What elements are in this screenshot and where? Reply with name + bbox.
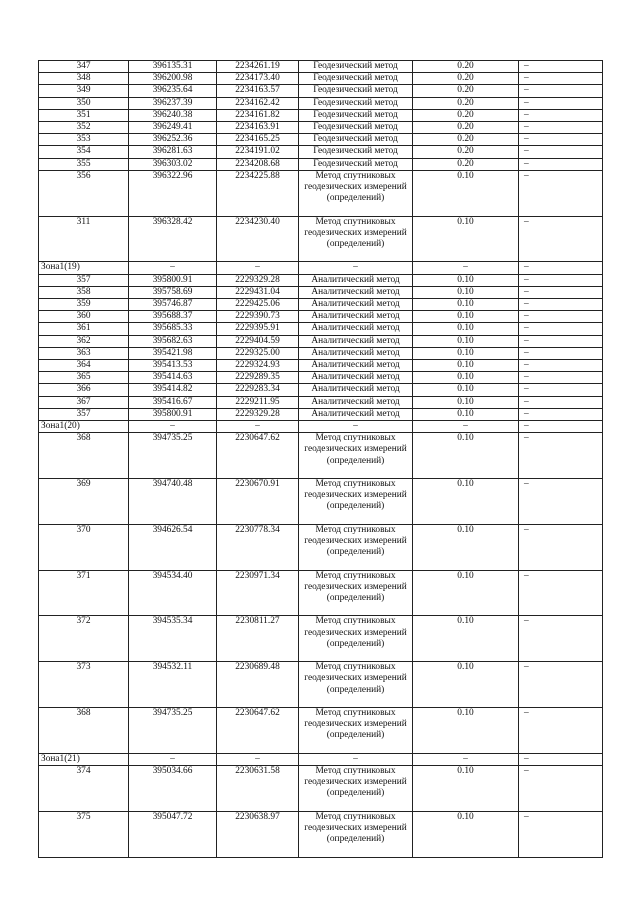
y-coordinate-cell: 2229431.04 <box>217 286 299 298</box>
y-coordinate-cell: 2234208.68 <box>217 158 299 170</box>
table-row <box>39 384 603 396</box>
description-cell: – <box>519 524 603 570</box>
point-number-cell: 367 <box>39 396 129 408</box>
table-row <box>39 311 603 323</box>
accuracy-cell: 0.10 <box>413 299 519 311</box>
description-cell: – <box>519 323 603 335</box>
accuracy-cell: 0.10 <box>413 570 519 616</box>
accuracy-cell: 0.10 <box>413 662 519 708</box>
zone-row <box>39 753 603 765</box>
y-coordinate-cell: 2234162.42 <box>217 97 299 109</box>
point-number-cell: 357 <box>39 274 129 286</box>
accuracy-cell: – <box>413 753 519 765</box>
x-coordinate-cell: 395800.91 <box>129 274 217 286</box>
description-cell: – <box>519 146 603 158</box>
method-cell: Метод спутниковых геодезических измерений (определений) <box>299 708 413 754</box>
point-number-cell: 349 <box>39 85 129 97</box>
x-coordinate-cell: 394735.25 <box>129 433 217 479</box>
accuracy-cell: 0.20 <box>413 97 519 109</box>
x-coordinate-cell: 396328.42 <box>129 216 217 262</box>
method-cell: Аналитический метод <box>299 384 413 396</box>
table-row <box>39 122 603 134</box>
accuracy-cell: 0.10 <box>413 384 519 396</box>
y-coordinate-cell: 2234225.88 <box>217 170 299 216</box>
method-cell: Геодезический метод <box>299 97 413 109</box>
zone-row <box>39 421 603 433</box>
accuracy-cell: 0.20 <box>413 122 519 134</box>
y-coordinate-cell: 2229329.28 <box>217 274 299 286</box>
x-coordinate-cell: 395414.82 <box>129 384 217 396</box>
accuracy-cell: 0.10 <box>413 433 519 479</box>
y-coordinate-cell: 2230670.91 <box>217 479 299 525</box>
description-cell: – <box>519 122 603 134</box>
accuracy-cell: 0.20 <box>413 134 519 146</box>
description-cell: – <box>519 170 603 216</box>
x-coordinate-cell: 395758.69 <box>129 286 217 298</box>
description-cell: – <box>519 662 603 708</box>
accuracy-cell: – <box>413 421 519 433</box>
x-coordinate-cell: 394534.40 <box>129 570 217 616</box>
y-coordinate-cell: 2229425.06 <box>217 299 299 311</box>
accuracy-cell: 0.10 <box>413 274 519 286</box>
y-coordinate-cell: 2234261.19 <box>217 61 299 73</box>
table-row <box>39 372 603 384</box>
description-cell: – <box>519 753 603 765</box>
table-row <box>39 360 603 372</box>
table-row <box>39 479 603 525</box>
description-cell: – <box>519 396 603 408</box>
method-cell: Метод спутниковых геодезических измерений (определений) <box>299 433 413 479</box>
table-row <box>39 616 603 662</box>
point-number-cell: 350 <box>39 97 129 109</box>
point-number-cell: 354 <box>39 146 129 158</box>
accuracy-cell: 0.10 <box>413 335 519 347</box>
x-coordinate-cell: 396281.63 <box>129 146 217 158</box>
accuracy-cell: 0.20 <box>413 73 519 85</box>
table-row <box>39 216 603 262</box>
x-coordinate-cell: 396235.64 <box>129 85 217 97</box>
x-coordinate-cell: 395800.91 <box>129 408 217 420</box>
y-coordinate-cell: 2229325.00 <box>217 347 299 359</box>
description-cell: – <box>519 274 603 286</box>
coordinates-table <box>38 60 603 858</box>
description-cell: – <box>519 570 603 616</box>
description-cell: – <box>519 262 603 274</box>
y-coordinate-cell: 2230631.58 <box>217 766 299 812</box>
x-coordinate-cell: – <box>129 753 217 765</box>
description-cell: – <box>519 73 603 85</box>
y-coordinate-cell: 2234191.02 <box>217 146 299 158</box>
x-coordinate-cell: 395034.66 <box>129 766 217 812</box>
method-cell: Аналитический метод <box>299 299 413 311</box>
accuracy-cell: 0.10 <box>413 216 519 262</box>
y-coordinate-cell: 2234161.82 <box>217 109 299 121</box>
method-cell: Аналитический метод <box>299 311 413 323</box>
method-cell: Метод спутниковых геодезических измерений (определений) <box>299 811 413 857</box>
accuracy-cell: 0.10 <box>413 479 519 525</box>
x-coordinate-cell: 395685.33 <box>129 323 217 335</box>
point-number-cell: 357 <box>39 408 129 420</box>
point-number-cell: 311 <box>39 216 129 262</box>
accuracy-cell: 0.10 <box>413 811 519 857</box>
point-number-cell: 358 <box>39 286 129 298</box>
table-row <box>39 85 603 97</box>
method-cell: Аналитический метод <box>299 396 413 408</box>
x-coordinate-cell: 396252.36 <box>129 134 217 146</box>
method-cell: Аналитический метод <box>299 323 413 335</box>
description-cell: – <box>519 811 603 857</box>
point-number-cell: 362 <box>39 335 129 347</box>
point-number-cell: Зона1(19) <box>39 262 129 274</box>
x-coordinate-cell: 396322.96 <box>129 170 217 216</box>
method-cell: Метод спутниковых геодезических измерений (определений) <box>299 216 413 262</box>
description-cell: – <box>519 479 603 525</box>
point-number-cell: Зона1(20) <box>39 421 129 433</box>
table-row <box>39 396 603 408</box>
y-coordinate-cell: 2229390.73 <box>217 311 299 323</box>
method-cell: Аналитический метод <box>299 408 413 420</box>
x-coordinate-cell: 396240.38 <box>129 109 217 121</box>
accuracy-cell: 0.10 <box>413 360 519 372</box>
accuracy-cell: 0.10 <box>413 372 519 384</box>
method-cell: Геодезический метод <box>299 134 413 146</box>
y-coordinate-cell: 2234163.57 <box>217 85 299 97</box>
point-number-cell: 364 <box>39 360 129 372</box>
table-row <box>39 347 603 359</box>
table-row <box>39 286 603 298</box>
method-cell: Геодезический метод <box>299 109 413 121</box>
table-row <box>39 662 603 708</box>
method-cell: Геодезический метод <box>299 61 413 73</box>
y-coordinate-cell: 2230811.27 <box>217 616 299 662</box>
description-cell: – <box>519 299 603 311</box>
x-coordinate-cell: 396249.41 <box>129 122 217 134</box>
description-cell: – <box>519 216 603 262</box>
description-cell: – <box>519 97 603 109</box>
method-cell: Метод спутниковых геодезических измерений (определений) <box>299 524 413 570</box>
method-cell: Аналитический метод <box>299 360 413 372</box>
method-cell: Аналитический метод <box>299 372 413 384</box>
point-number-cell: 373 <box>39 662 129 708</box>
description-cell: – <box>519 158 603 170</box>
x-coordinate-cell: 396237.39 <box>129 97 217 109</box>
method-cell: Геодезический метод <box>299 146 413 158</box>
y-coordinate-cell: 2230638.97 <box>217 811 299 857</box>
method-cell: Метод спутниковых геодезических измерений (определений) <box>299 662 413 708</box>
description-cell: – <box>519 433 603 479</box>
description-cell: – <box>519 408 603 420</box>
table-row <box>39 766 603 812</box>
point-number-cell: 368 <box>39 433 129 479</box>
point-number-cell: 372 <box>39 616 129 662</box>
table-row <box>39 158 603 170</box>
table-row <box>39 109 603 121</box>
x-coordinate-cell: 395414.63 <box>129 372 217 384</box>
accuracy-cell: 0.20 <box>413 85 519 97</box>
method-cell: Аналитический метод <box>299 274 413 286</box>
y-coordinate-cell: 2229324.93 <box>217 360 299 372</box>
y-coordinate-cell: 2230689.48 <box>217 662 299 708</box>
method-cell: Метод спутниковых геодезических измерений (определений) <box>299 616 413 662</box>
description-cell: – <box>519 347 603 359</box>
point-number-cell: 347 <box>39 61 129 73</box>
y-coordinate-cell: – <box>217 753 299 765</box>
table-row <box>39 134 603 146</box>
x-coordinate-cell: 394626.54 <box>129 524 217 570</box>
accuracy-cell: 0.10 <box>413 616 519 662</box>
x-coordinate-cell: 394535.34 <box>129 616 217 662</box>
zone-row <box>39 262 603 274</box>
description-cell: – <box>519 61 603 73</box>
accuracy-cell: 0.10 <box>413 347 519 359</box>
x-coordinate-cell: 395688.37 <box>129 311 217 323</box>
y-coordinate-cell: 2229395.91 <box>217 323 299 335</box>
point-number-cell: 369 <box>39 479 129 525</box>
method-cell: Аналитический метод <box>299 335 413 347</box>
y-coordinate-cell: 2229289.35 <box>217 372 299 384</box>
x-coordinate-cell: 394532.11 <box>129 662 217 708</box>
description-cell: – <box>519 766 603 812</box>
method-cell: – <box>299 421 413 433</box>
point-number-cell: 352 <box>39 122 129 134</box>
description-cell: – <box>519 372 603 384</box>
accuracy-cell: 0.10 <box>413 170 519 216</box>
x-coordinate-cell: – <box>129 421 217 433</box>
point-number-cell: 356 <box>39 170 129 216</box>
point-number-cell: Зона1(21) <box>39 753 129 765</box>
accuracy-cell: 0.20 <box>413 109 519 121</box>
table-row <box>39 570 603 616</box>
description-cell: – <box>519 708 603 754</box>
y-coordinate-cell: 2229404.59 <box>217 335 299 347</box>
method-cell: Метод спутниковых геодезических измерений (определений) <box>299 766 413 812</box>
point-number-cell: 365 <box>39 372 129 384</box>
x-coordinate-cell: 395421.98 <box>129 347 217 359</box>
accuracy-cell: 0.10 <box>413 524 519 570</box>
table-row <box>39 708 603 754</box>
table-row <box>39 811 603 857</box>
table-row <box>39 323 603 335</box>
y-coordinate-cell: 2230647.62 <box>217 708 299 754</box>
x-coordinate-cell: 394735.25 <box>129 708 217 754</box>
description-cell: – <box>519 286 603 298</box>
accuracy-cell: – <box>413 262 519 274</box>
y-coordinate-cell: 2230971.34 <box>217 570 299 616</box>
method-cell: Геодезический метод <box>299 122 413 134</box>
point-number-cell: 348 <box>39 73 129 85</box>
y-coordinate-cell: – <box>217 421 299 433</box>
x-coordinate-cell: 395413.53 <box>129 360 217 372</box>
point-number-cell: 353 <box>39 134 129 146</box>
x-coordinate-cell: 396303.02 <box>129 158 217 170</box>
y-coordinate-cell: 2230647.62 <box>217 433 299 479</box>
method-cell: – <box>299 753 413 765</box>
x-coordinate-cell: 396135.31 <box>129 61 217 73</box>
table-row <box>39 73 603 85</box>
accuracy-cell: 0.20 <box>413 146 519 158</box>
method-cell: Аналитический метод <box>299 347 413 359</box>
point-number-cell: 370 <box>39 524 129 570</box>
table-row <box>39 170 603 216</box>
accuracy-cell: 0.20 <box>413 61 519 73</box>
description-cell: – <box>519 109 603 121</box>
table-row <box>39 335 603 347</box>
accuracy-cell: 0.10 <box>413 766 519 812</box>
y-coordinate-cell: 2229211.95 <box>217 396 299 408</box>
method-cell: Геодезический метод <box>299 73 413 85</box>
description-cell: – <box>519 384 603 396</box>
point-number-cell: 355 <box>39 158 129 170</box>
y-coordinate-cell: 2234230.40 <box>217 216 299 262</box>
method-cell: Метод спутниковых геодезических измерений (определений) <box>299 570 413 616</box>
x-coordinate-cell: 395416.67 <box>129 396 217 408</box>
point-number-cell: 368 <box>39 708 129 754</box>
y-coordinate-cell: 2230778.34 <box>217 524 299 570</box>
y-coordinate-cell: 2234173.40 <box>217 73 299 85</box>
table-row <box>39 146 603 158</box>
accuracy-cell: 0.10 <box>413 408 519 420</box>
description-cell: – <box>519 85 603 97</box>
point-number-cell: 371 <box>39 570 129 616</box>
y-coordinate-cell: 2234163.91 <box>217 122 299 134</box>
accuracy-cell: 0.10 <box>413 311 519 323</box>
description-cell: – <box>519 134 603 146</box>
x-coordinate-cell: 394740.48 <box>129 479 217 525</box>
x-coordinate-cell: – <box>129 262 217 274</box>
point-number-cell: 359 <box>39 299 129 311</box>
point-number-cell: 374 <box>39 766 129 812</box>
y-coordinate-cell: – <box>217 262 299 274</box>
table-row <box>39 274 603 286</box>
x-coordinate-cell: 395047.72 <box>129 811 217 857</box>
method-cell: Геодезический метод <box>299 158 413 170</box>
method-cell: Метод спутниковых геодезических измерений (определений) <box>299 479 413 525</box>
point-number-cell: 363 <box>39 347 129 359</box>
accuracy-cell: 0.10 <box>413 286 519 298</box>
table-row <box>39 524 603 570</box>
table-body <box>39 61 603 858</box>
table-row <box>39 433 603 479</box>
description-cell: – <box>519 311 603 323</box>
point-number-cell: 361 <box>39 323 129 335</box>
description-cell: – <box>519 360 603 372</box>
table-row <box>39 408 603 420</box>
point-number-cell: 366 <box>39 384 129 396</box>
accuracy-cell: 0.10 <box>413 323 519 335</box>
method-cell: Аналитический метод <box>299 286 413 298</box>
description-cell: – <box>519 616 603 662</box>
method-cell: – <box>299 262 413 274</box>
description-cell: – <box>519 421 603 433</box>
accuracy-cell: 0.10 <box>413 396 519 408</box>
point-number-cell: 351 <box>39 109 129 121</box>
y-coordinate-cell: 2229329.28 <box>217 408 299 420</box>
x-coordinate-cell: 396200.98 <box>129 73 217 85</box>
point-number-cell: 375 <box>39 811 129 857</box>
table-row <box>39 61 603 73</box>
table-row <box>39 97 603 109</box>
x-coordinate-cell: 395746.87 <box>129 299 217 311</box>
method-cell: Метод спутниковых геодезических измерений (определений) <box>299 170 413 216</box>
y-coordinate-cell: 2229283.34 <box>217 384 299 396</box>
description-cell: – <box>519 335 603 347</box>
y-coordinate-cell: 2234165.25 <box>217 134 299 146</box>
accuracy-cell: 0.20 <box>413 158 519 170</box>
method-cell: Геодезический метод <box>299 85 413 97</box>
x-coordinate-cell: 395682.63 <box>129 335 217 347</box>
table-row <box>39 299 603 311</box>
accuracy-cell: 0.10 <box>413 708 519 754</box>
point-number-cell: 360 <box>39 311 129 323</box>
